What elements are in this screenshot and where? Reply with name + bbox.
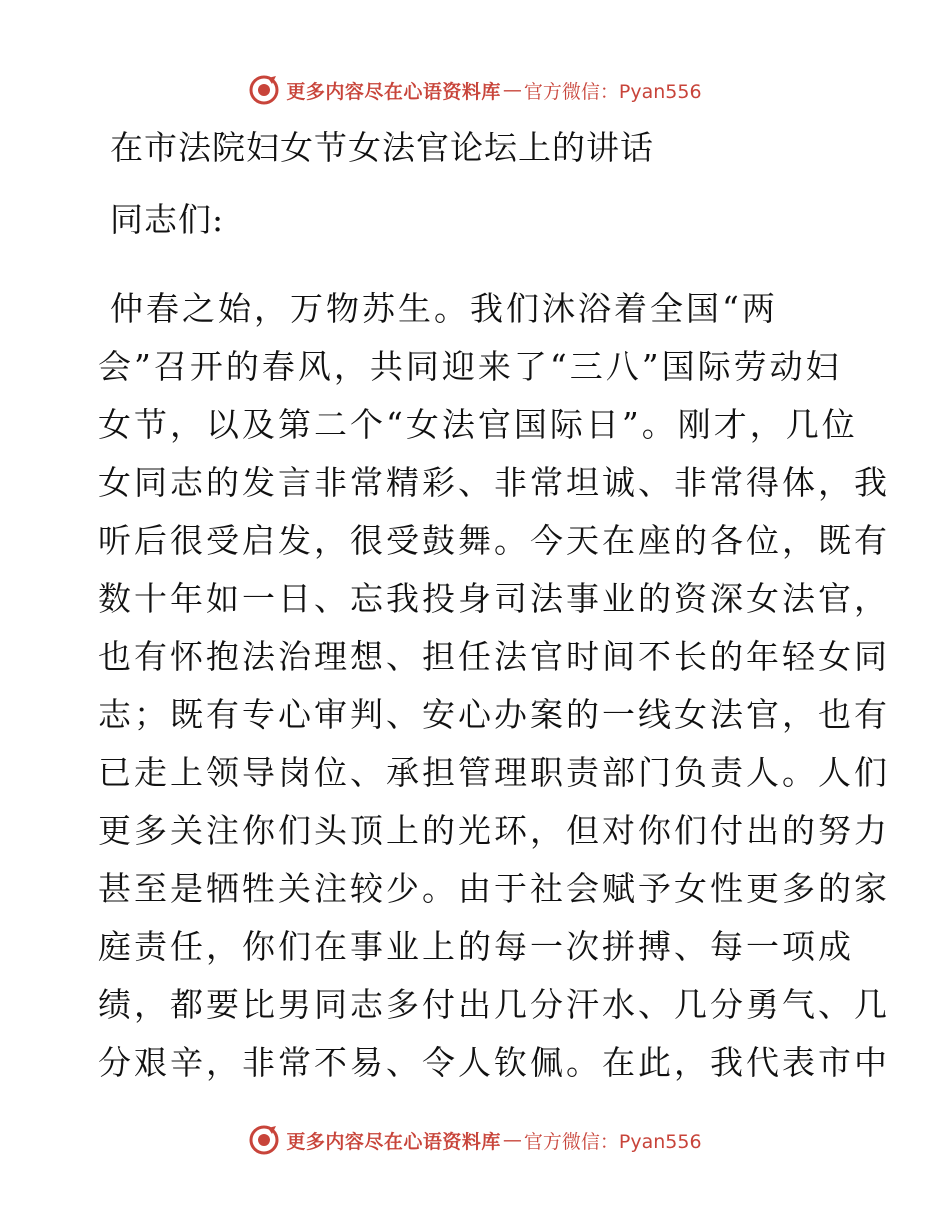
paragraph-line: 女同志的发言非常精彩、非常坦诚、非常得体，我 <box>98 463 890 502</box>
paragraph-line: 会”召开的春风，共同迎来了“三八”国际劳动妇 <box>98 347 842 386</box>
watermark-main-text: 更多内容尽在心语资料库 <box>286 1130 501 1153</box>
document-title: 在市法院妇女节女法官论坛上的讲话 <box>110 128 654 167</box>
paragraph-line: 女节，以及第二个“女法官国际日”。刚才，几位 <box>98 405 858 444</box>
speech-paragraph <box>98 280 890 1092</box>
paragraph-line: 甚至是牺牲关注较少。由于社会赋予女性更多的家 <box>98 869 890 908</box>
paragraph-line: 分艰辛，非常不易、令人钦佩。在此，我代表市中 <box>98 1043 890 1082</box>
quill-logo-icon <box>248 74 280 106</box>
watermark-main-text: 更多内容尽在心语资料库 <box>286 80 501 103</box>
document-body <box>98 120 890 1092</box>
paragraph-line: 仲春之始，万物苏生。我们沐浴着全国“两 <box>110 289 778 328</box>
header-watermark <box>0 70 950 110</box>
watermark-wechat-text: 官方微信：Pyan556 <box>523 1130 702 1153</box>
quill-logo-icon <box>248 1124 280 1156</box>
paragraph-line: 也有怀抱法治理想、担任法官时间不长的年轻女同 <box>98 637 890 676</box>
paragraph-line: 数十年如一日、忘我投身司法事业的资深女法官， <box>98 579 890 618</box>
paragraph-line: 更多关注你们头顶上的光环，但对你们付出的努力 <box>98 811 890 850</box>
paragraph-line: 志；既有专心审判、安心办案的一线女法官，也有 <box>98 695 890 734</box>
footer-watermark <box>0 1120 950 1160</box>
watermark-separator: — <box>502 1129 522 1151</box>
paragraph-line: 绩，都要比男同志多付出几分汗水、几分勇气、几 <box>98 985 890 1024</box>
salutation: 同志们: <box>110 200 225 239</box>
paragraph-line: 听后很受启发，很受鼓舞。今天在座的各位，既有 <box>98 521 890 560</box>
watermark-wechat-text: 官方微信：Pyan556 <box>523 80 702 103</box>
paragraph-line: 已走上领导岗位、承担管理职责部门负责人。人们 <box>98 753 890 792</box>
watermark-separator: — <box>502 79 522 101</box>
paragraph-line: 庭责任，你们在事业上的每一次拼搏、每一项成 <box>98 927 854 966</box>
